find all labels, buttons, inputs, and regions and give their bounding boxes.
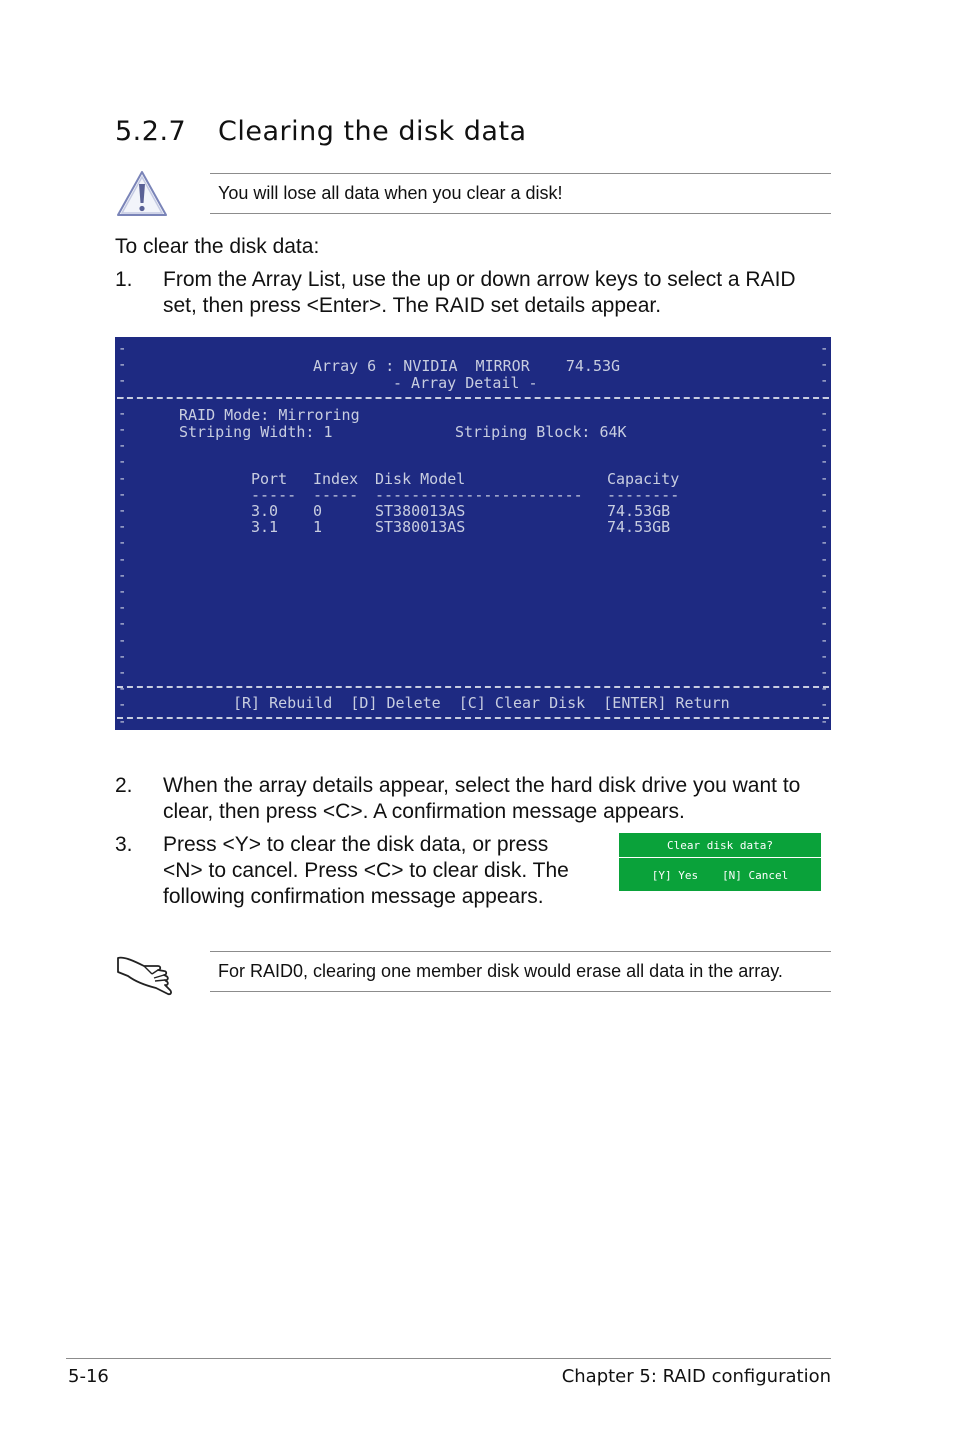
separator-footer [117,717,829,719]
dialog-question: Clear disk data? [619,833,821,858]
caution-triangle-icon [115,169,169,224]
left-border: - - - - - - - - - - - - - - - - - - - - - - - - [118,341,127,730]
step-line: following confirmation message appears. [163,885,544,908]
col-index: Index [313,470,359,488]
section-number: 5.2.7 [115,116,187,147]
underline-index: ----- [313,486,359,504]
disk-row-port[interactable]: 3.0 [251,502,279,520]
col-capacity: Capacity [607,470,680,488]
caution-text: You will lose all data when you clear a disk! [218,183,563,203]
disk-row-port[interactable]: 3.1 [251,518,279,536]
raid-mode: RAID Mode: Mirroring [179,406,360,424]
hand-pointing-icon [114,950,176,1001]
striping-width: Striping Width: 1 [179,423,333,441]
clear-disk-dialog [619,833,821,891]
underline-capacity: -------- [607,486,680,504]
disk-row-capacity[interactable]: 74.53GB [607,518,671,536]
dialog-options [619,860,821,890]
disk-row-index[interactable]: 1 [313,518,323,536]
note-box [210,951,831,992]
step-number: 3. [115,833,133,856]
array-subtitle: - Array Detail - [393,374,538,392]
step-line: <N> to cancel. Press <C> to clear disk. The [163,859,569,882]
striping-block: Striping Block: 64K [455,423,627,441]
array-detail-screen [115,337,831,730]
separator-bottom [117,686,829,688]
disk-row-model[interactable]: ST380013AS [375,502,466,520]
step-line: clear, then press <C>. A confirmation message appears. [163,800,685,823]
step-line: When the array details appear, select the hard disk drive you want to [163,774,801,797]
col-port: Port [251,470,288,488]
footer-rule [66,1358,831,1359]
array-title: Array 6 : NVIDIA MIRROR 74.53G [313,357,621,375]
underline-port: ----- [251,486,297,504]
bios-key-legend: [R] Rebuild [D] Delete [C] Clear Disk [ENTER] Return [233,694,730,712]
right-border: - - - - - - - - - - - - - - - - - - - - - - - - [820,341,829,730]
page-number: 5-16 [68,1366,109,1387]
intro-text: To clear the disk data: [115,235,320,258]
disk-row-capacity[interactable]: 74.53GB [607,502,671,520]
underline-model: ----------------------- [375,486,583,504]
disk-row-index[interactable]: 0 [313,502,323,520]
step-line: From the Array List, use the up or down arrow keys to select a RAID [163,268,796,291]
yes-option[interactable]: [Y] Yes [651,868,699,882]
step-line: Press <Y> to clear the disk data, or press [163,833,549,856]
chapter-title: Chapter 5: RAID configuration [561,1366,831,1387]
col-disk-model: Disk Model [375,470,466,488]
note-text: For RAID0, clearing one member disk would erase all data in the array. [218,961,783,981]
section-heading [115,116,527,147]
caution-box [210,173,831,214]
step-number: 1. [115,268,133,291]
cancel-option[interactable]: [N] Cancel [722,868,789,882]
separator-top [117,397,829,399]
disk-row-model[interactable]: ST380013AS [375,518,466,536]
section-title: Clearing the disk data [218,116,527,147]
step-line: set, then press <Enter>. The RAID set details appear. [163,294,662,317]
step-number: 2. [115,774,133,797]
